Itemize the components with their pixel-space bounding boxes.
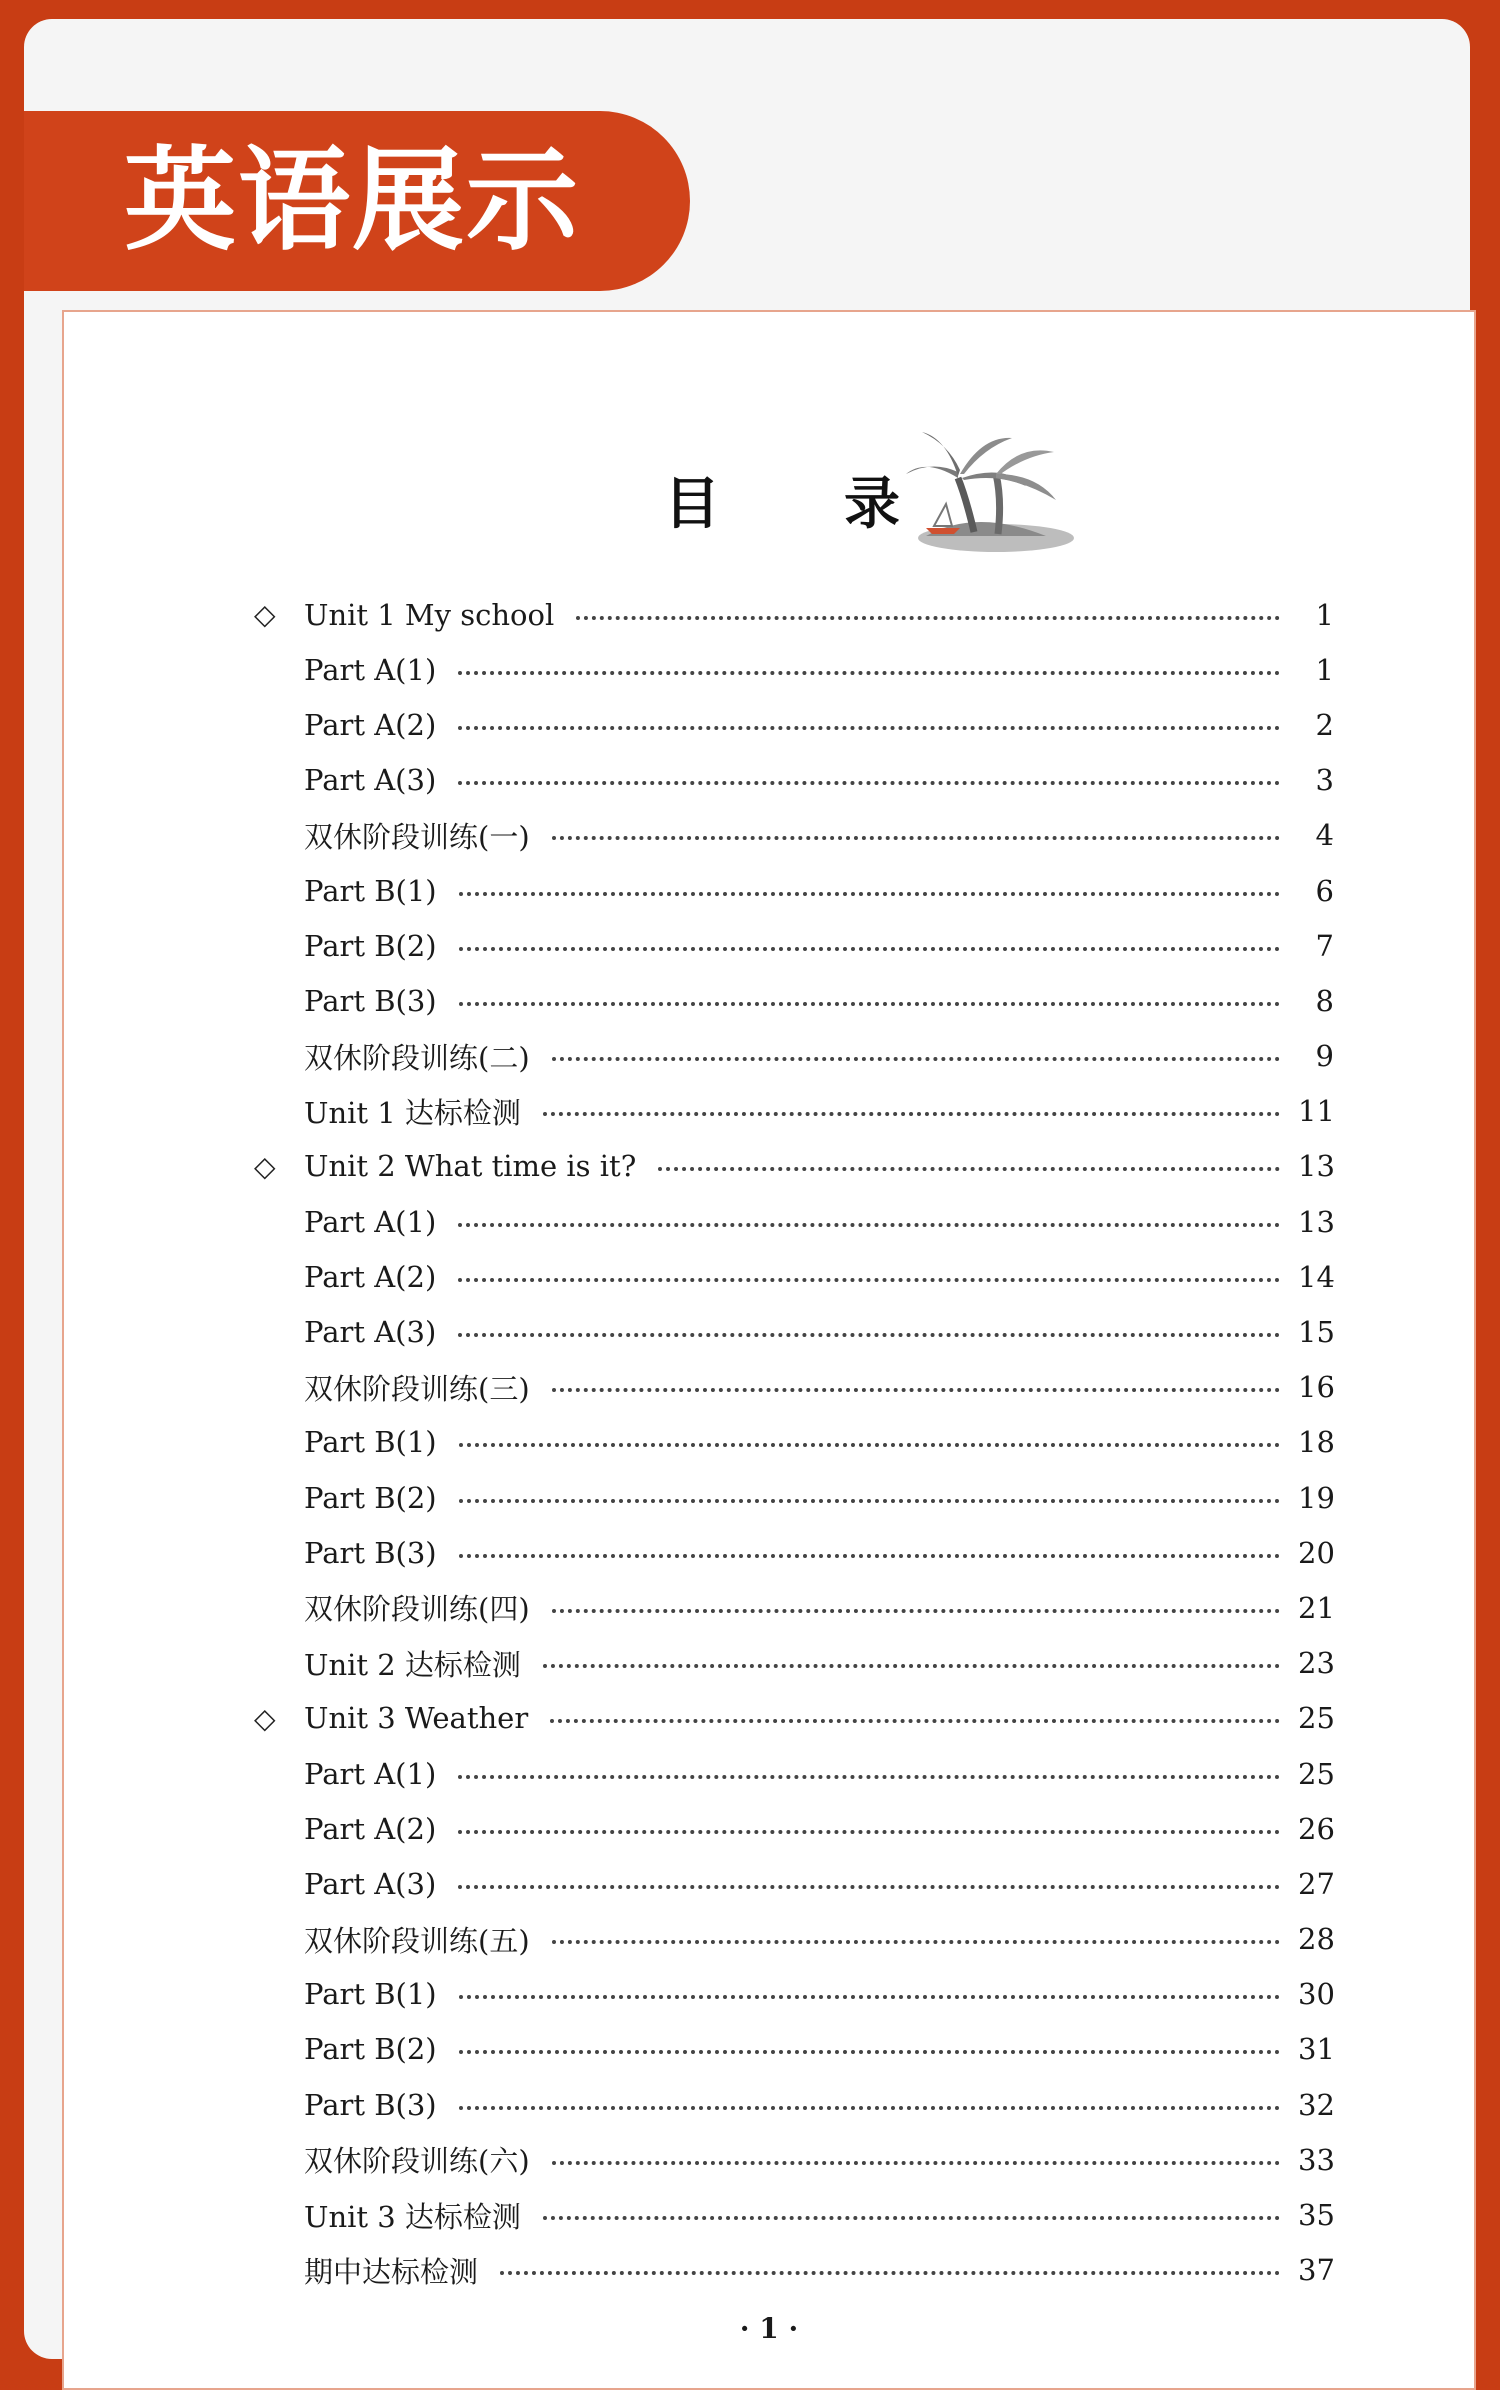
toc-entry[interactable] bbox=[254, 1580, 1334, 1635]
dot-leader bbox=[459, 892, 1280, 896]
toc-entry-page: 9 bbox=[1315, 1039, 1334, 1074]
toc-entry[interactable] bbox=[254, 1912, 1334, 1967]
toc-entry-page: 18 bbox=[1298, 1425, 1335, 1460]
dot-leader bbox=[459, 2050, 1280, 2054]
dot-leader bbox=[459, 947, 1280, 951]
toc-entry-label: Part B(2) bbox=[304, 928, 437, 963]
toc-entry-page: 7 bbox=[1315, 928, 1334, 963]
toc-entry-label: Part A(3) bbox=[304, 1866, 437, 1901]
toc-entry-page: 32 bbox=[1298, 2087, 1335, 2122]
toc-entry-label: 双休阶段训练(五) bbox=[304, 1923, 530, 1958]
dot-leader bbox=[552, 836, 1280, 840]
toc-entry-label: Part B(1) bbox=[304, 1425, 437, 1460]
toc-entry-page: 19 bbox=[1298, 1480, 1335, 1515]
toc-entry[interactable] bbox=[254, 1856, 1334, 1911]
toc-entry[interactable] bbox=[254, 1691, 1334, 1746]
toc-entry-label: 双休阶段训练(四) bbox=[304, 1592, 530, 1627]
toc-entry-page: 25 bbox=[1298, 1756, 1335, 1791]
dot-leader bbox=[458, 1278, 1280, 1282]
toc-entry[interactable] bbox=[254, 587, 1334, 642]
toc-entry-label: Part B(3) bbox=[304, 2087, 437, 2122]
banner-title: 英语展示 bbox=[124, 136, 580, 266]
toc-entry[interactable] bbox=[254, 918, 1334, 973]
toc-entry-page: 8 bbox=[1315, 983, 1334, 1018]
toc-entry[interactable] bbox=[254, 1746, 1334, 1801]
toc-entry[interactable] bbox=[254, 1360, 1334, 1415]
toc-entry-label: 双休阶段训练(一) bbox=[304, 819, 530, 854]
toc-entry-page: 2 bbox=[1315, 707, 1334, 742]
toc-entry[interactable] bbox=[254, 2077, 1334, 2132]
palm-island-icon bbox=[886, 408, 1076, 558]
toc-entry-label: Part A(1) bbox=[304, 1756, 437, 1791]
toc-entry[interactable] bbox=[254, 808, 1334, 863]
toc-entry-page: 13 bbox=[1298, 1204, 1335, 1239]
toc-entry-page: 31 bbox=[1298, 2032, 1335, 2067]
diamond-icon: ◇ bbox=[254, 598, 276, 632]
dot-leader bbox=[543, 2216, 1280, 2220]
dot-leader bbox=[500, 2271, 1280, 2275]
toc-entry-label: Part A(1) bbox=[304, 1204, 437, 1239]
dot-leader bbox=[458, 1775, 1280, 1779]
toc-entry[interactable] bbox=[254, 1084, 1334, 1139]
toc-entry-page: 3 bbox=[1315, 763, 1334, 798]
diamond-icon: ◇ bbox=[254, 1149, 276, 1183]
dot-leader bbox=[459, 1499, 1280, 1503]
toc-entry[interactable] bbox=[254, 1636, 1334, 1691]
dot-leader bbox=[458, 1333, 1280, 1337]
toc-entry[interactable] bbox=[254, 863, 1334, 918]
dot-leader bbox=[459, 2106, 1280, 2110]
toc-entry-label: Part B(3) bbox=[304, 1535, 437, 1570]
toc-entry-page: 26 bbox=[1298, 1811, 1335, 1846]
toc-entry-page: 6 bbox=[1315, 873, 1334, 908]
dot-leader bbox=[543, 1112, 1280, 1116]
toc-entry-page: 14 bbox=[1298, 1259, 1335, 1294]
dot-leader bbox=[459, 1002, 1280, 1006]
toc-entry-label: Unit 3 Weather bbox=[304, 1701, 529, 1736]
toc-entry-page: 37 bbox=[1298, 2253, 1335, 2288]
toc-entry-label: Part A(2) bbox=[304, 1259, 437, 1294]
toc-entry-label: Unit 1 达标检测 bbox=[304, 1095, 521, 1130]
toc-entry-page: 1 bbox=[1315, 597, 1334, 632]
toc-entry-label: 双休阶段训练(二) bbox=[304, 1040, 530, 1075]
toc-entry[interactable] bbox=[254, 2022, 1334, 2077]
toc-entry-label: Part B(2) bbox=[304, 1480, 437, 1515]
toc-entry-page: 33 bbox=[1298, 2142, 1335, 2177]
toc-entry-label: Part B(1) bbox=[304, 1977, 437, 2012]
toc-entry-label: 期中达标检测 bbox=[304, 2254, 479, 2289]
dot-leader bbox=[458, 781, 1280, 785]
dot-leader bbox=[458, 671, 1280, 675]
toc-entry-page: 23 bbox=[1298, 1646, 1335, 1681]
dot-leader bbox=[658, 1167, 1280, 1171]
toc-entry-label: Part B(3) bbox=[304, 983, 437, 1018]
toc-entry-label: Part A(1) bbox=[304, 652, 437, 687]
dot-leader bbox=[552, 1057, 1280, 1061]
content-card bbox=[24, 19, 1470, 2359]
section-banner bbox=[24, 111, 690, 291]
toc-entry-page: 25 bbox=[1298, 1701, 1335, 1736]
dot-leader bbox=[552, 2161, 1280, 2165]
dot-leader bbox=[458, 726, 1280, 730]
toc-entry-label: Part A(2) bbox=[304, 1811, 437, 1846]
toc-entry-label: Unit 1 My school bbox=[304, 597, 555, 632]
toc-entry[interactable] bbox=[254, 753, 1334, 808]
toc-entry-page: 16 bbox=[1298, 1370, 1335, 1405]
toc-entry-label: Part A(3) bbox=[304, 763, 437, 798]
dot-leader bbox=[458, 1830, 1280, 1834]
dot-leader bbox=[550, 1719, 1280, 1723]
toc-entry-label: Part A(2) bbox=[304, 707, 437, 742]
toc-entry-label: Part B(1) bbox=[304, 873, 437, 908]
toc-entry[interactable] bbox=[254, 1967, 1334, 2022]
toc-entry-page: 21 bbox=[1298, 1590, 1335, 1625]
toc-entry-label: 双休阶段训练(三) bbox=[304, 1371, 530, 1406]
toc-entry[interactable] bbox=[254, 2132, 1334, 2187]
toc-entry[interactable] bbox=[254, 1470, 1334, 1525]
dot-leader bbox=[459, 1554, 1280, 1558]
toc-heading: 目 录 bbox=[664, 471, 904, 537]
dot-leader bbox=[552, 1940, 1280, 1944]
dot-leader bbox=[459, 1443, 1280, 1447]
toc-entry[interactable] bbox=[254, 2187, 1334, 2242]
toc-entry-label: Part A(3) bbox=[304, 1315, 437, 1350]
toc-entry[interactable] bbox=[254, 1249, 1334, 1304]
dot-leader bbox=[458, 1223, 1280, 1227]
dot-leader bbox=[552, 1388, 1280, 1392]
toc-entry-label: Unit 2 What time is it? bbox=[304, 1149, 637, 1184]
dot-leader bbox=[576, 616, 1280, 620]
toc-entry[interactable] bbox=[254, 642, 1334, 697]
toc-entry-page: 28 bbox=[1298, 1922, 1335, 1957]
toc-entry-page: 11 bbox=[1298, 1094, 1335, 1129]
dot-leader bbox=[552, 1609, 1280, 1613]
diamond-icon: ◇ bbox=[254, 1701, 276, 1735]
toc-entry-label: 双休阶段训练(六) bbox=[304, 2144, 530, 2179]
toc-entry-page: 15 bbox=[1298, 1315, 1335, 1350]
toc-entry-label: Unit 3 达标检测 bbox=[304, 2199, 521, 2234]
toc-entry[interactable] bbox=[254, 1304, 1334, 1359]
toc-entry[interactable] bbox=[254, 697, 1334, 752]
toc-entry[interactable] bbox=[254, 1194, 1334, 1249]
toc-entry-page: 13 bbox=[1298, 1149, 1335, 1184]
dot-leader bbox=[543, 1664, 1280, 1668]
toc-entry[interactable] bbox=[254, 2243, 1334, 2298]
toc-entry[interactable] bbox=[254, 1525, 1334, 1580]
toc-entry[interactable] bbox=[254, 1139, 1334, 1194]
toc-entry-page: 35 bbox=[1298, 2198, 1335, 2233]
toc-entry-page: 30 bbox=[1298, 1977, 1335, 2012]
toc-entry[interactable] bbox=[254, 1415, 1334, 1470]
toc-entry-page: 4 bbox=[1315, 818, 1334, 853]
toc-entry[interactable] bbox=[254, 1801, 1334, 1856]
toc-entry[interactable] bbox=[254, 1029, 1334, 1084]
toc-entry[interactable] bbox=[254, 973, 1334, 1028]
dot-leader bbox=[458, 1885, 1280, 1889]
toc-list bbox=[254, 587, 1334, 2298]
toc-entry-label: Unit 2 达标检测 bbox=[304, 1647, 521, 1682]
toc-entry-label: Part B(2) bbox=[304, 2032, 437, 2067]
toc-entry-page: 27 bbox=[1298, 1866, 1335, 1901]
book-page bbox=[62, 310, 1476, 2390]
toc-entry-page: 1 bbox=[1315, 652, 1334, 687]
page-number: · 1 · bbox=[739, 2312, 799, 2345]
toc-entry-page: 20 bbox=[1298, 1535, 1335, 1570]
dot-leader bbox=[459, 1995, 1280, 1999]
